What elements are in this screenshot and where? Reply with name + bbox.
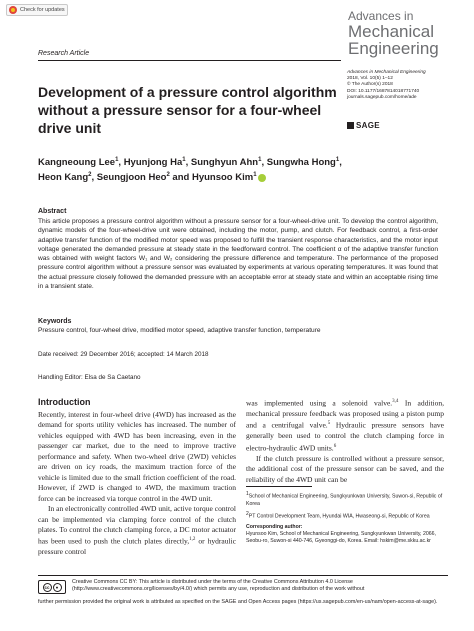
meta-doi[interactable]: DOI: 10.1177/1687814018771740 [347, 88, 420, 94]
orcid-icon[interactable] [258, 174, 266, 182]
license-divider [38, 575, 448, 576]
author-name: Hyunsoo Kim [191, 172, 254, 184]
body-column-right [246, 397, 444, 485]
article-title: Development of a pressure control algorithm without a pressure sensor for a four-wheel drive unit [38, 84, 337, 136]
sage-logo [347, 121, 380, 130]
article-type: Research Article [38, 50, 90, 57]
affiliation-1 [246, 491, 446, 508]
affiliation-number: 2 [246, 511, 249, 518]
footnote-divider [246, 486, 312, 487]
author-name: Sungwha Hong [266, 157, 336, 169]
intro-text: was implemented using a solenoid valve. [246, 398, 393, 408]
cc-icon: cc [44, 584, 50, 590]
intro-paragraph-4: If the clutch pressure is controlled without a pressure sensor, the additional cost of the pressure sensor can be saved, and the reliability of the 4WD unit can be [246, 453, 444, 484]
license-text-continued: further permission provided the original work is attributed as specified on the SAGE and Open Access pages (https://us.sagepub.com/en-us/nam/open-access-at-sage). [38, 599, 438, 605]
author-affiliation-mark: 1 [335, 157, 340, 163]
check-for-updates-label: Check for updates [20, 7, 65, 13]
creative-commons-logo[interactable] [38, 580, 66, 594]
affiliation-text: School of Mechanical Engineering, Sungkyunkwan University, Suwon-si, Republic of Korea [246, 493, 443, 507]
corresponding-author-text: Hyunsoo Kim, School of Mechanical Engineering, Sungkyunkwan University, 2066, Seobu-ro, Suwon-si 440-746, Gyeonggi-do, Korea. Email: hskim@me.skku.ac.kr [246, 531, 436, 545]
meta-copyright: © The Author(s) 2018 [347, 82, 393, 88]
author-name: Hyunjong Ha [123, 157, 183, 169]
author-name: Heon Kang [38, 172, 89, 184]
sage-mark-icon [347, 122, 354, 129]
intro-text: Hydraulic pressure sensors have generally been used to control the clutch clamping force in electro-hydraulic 4WD units. [246, 420, 444, 453]
intro-paragraph-2 [38, 504, 236, 558]
journal-name-line3: Engineering [348, 39, 439, 58]
author-affiliation-mark: 2 [88, 172, 92, 179]
license-text: Creative Commons CC BY: This article is distributed under the terms of the Creative Commons Attribution 4.0 License (http://www.creativecommons.org/licenses/by/4.0/) which permits any use, reproduction and distribution of the work without [72, 579, 365, 592]
affiliation-text: PT Control Development Team, Hyundai WIA, Hwaseong-si, Republic of Korea [248, 513, 430, 520]
intro-paragraph-3 [246, 397, 444, 454]
journal-logo [348, 10, 470, 57]
journal-name-line2: Mechanical [348, 22, 434, 41]
corresponding-author-heading: Corresponding author: [246, 524, 303, 531]
header-divider [38, 60, 341, 61]
abstract-text: This article proposes a pressure control algorithm without a pressure sensor for a four-wheel-drive unit. To develop the control algorithm, dynamic models of the four-wheel-drive unit were obtained, including the motor, pump, and clutch. For feedback control, a first-order adaptive transfer function of the modified motor speed was proposed to fulfill the transient response characteristics, and the motor input voltage generated the demanded pressure at steady state in the feedforward control. The coefficient α of the adaptive transfer function was obtained with weight factors W₁ and W₂ considering the pressure difference and temperature. The performance of the proposed pressure control algorithm without a pressure sensor was evaluated by experiments at various operating temperatures. It was found that the actual pressure closely followed the demanded pressure with an acceptable error at steady state and within an acceptable rising time in a transient state. [38, 218, 438, 291]
affiliation-number: 1 [246, 491, 249, 497]
citation-ref[interactable]: 1,2 [189, 537, 196, 543]
journal-name-line1: Advances in [348, 9, 414, 23]
intro-paragraph-2-tail: or hydraulic pressure control [38, 536, 236, 557]
keywords-heading: Keywords [38, 318, 72, 325]
author-affiliation-mark: 1 [182, 157, 186, 163]
article-meta [347, 70, 467, 101]
by-person-icon: ● [53, 583, 62, 592]
check-for-updates-badge[interactable] [6, 4, 68, 16]
intro-text: In addition, mechanical pressure feedback was proposed using a piston pump and a centrifugal valve. [246, 398, 444, 430]
handling-editor: Handling Editor: Elsa de Sa Caetano [38, 374, 141, 381]
author-name: Kangneoung Lee [38, 157, 116, 169]
corresponding-author [246, 524, 446, 546]
intro-paragraph-2-text: In an electronically controlled 4WD unit, active torque control can be implemented via clamping force control of the clutch plates. To control the clutch clamping force, a DC motor actuator has been used to push the clutch plates directly, [38, 504, 236, 546]
affiliation-2 [246, 511, 446, 521]
author-list: Kangneoung Lee$^1$, Hyunjong Ha$^1$, Sunghyun Ahn$^1$, Sungwha Hong$^1$, Heon Kang$^2$, Seungjoon Heo$^2$ and Hyunsoo Kim$^1$ [38, 157, 342, 184]
citation-ref[interactable]: 3,4 [392, 399, 399, 404]
body-column-left [38, 410, 236, 558]
meta-journal: Advances in Mechanical Engineering [347, 70, 426, 75]
citation-ref[interactable]: 5 [327, 421, 331, 427]
abstract-heading: Abstract [38, 208, 67, 215]
author-affiliation-mark: 1 [115, 157, 119, 163]
sage-label: SAGE [356, 121, 380, 130]
author-affiliation-mark: 1 [258, 157, 262, 163]
citation-ref[interactable]: 6 [333, 443, 337, 449]
author-affiliation-mark: 2 [166, 172, 170, 179]
footnotes [246, 491, 446, 549]
article-dates: Date received: 29 December 2016; accepted: 14 March 2018 [38, 351, 209, 358]
introduction-heading: Introduction [38, 397, 91, 407]
crossmark-icon [9, 6, 17, 14]
author-affiliation-mark: 1 [253, 172, 257, 179]
author-name: Seungjoon Heo [96, 172, 167, 184]
meta-url[interactable]: journals.sagepub.com/home/ade [347, 94, 417, 100]
keywords-text: Pressure control, four-wheel drive, modified motor speed, adaptive transfer function, temperature [38, 327, 321, 334]
intro-paragraph-1: Recently, interest in four-wheel drive (4WD) has increased as the demand for sports utility vehicles has increased. The number of vehicles equipped with 4WD has been increasing, even in the passenger car market, due to the need to improve tractive performance and safety. When two-wheel drive (2WD) vehicles are driven on icy roads, the maximum traction force of the vehicle is limited due to the small friction coefficient of the road. However, if 2WD is changed to 4WD, the maximum traction force can be increased via torque control in the 4WD unit. [38, 410, 236, 503]
meta-volume: 2018, Vol. 10(5) 1–12 [347, 76, 393, 82]
author-name: Sunghyun Ahn [190, 157, 259, 169]
